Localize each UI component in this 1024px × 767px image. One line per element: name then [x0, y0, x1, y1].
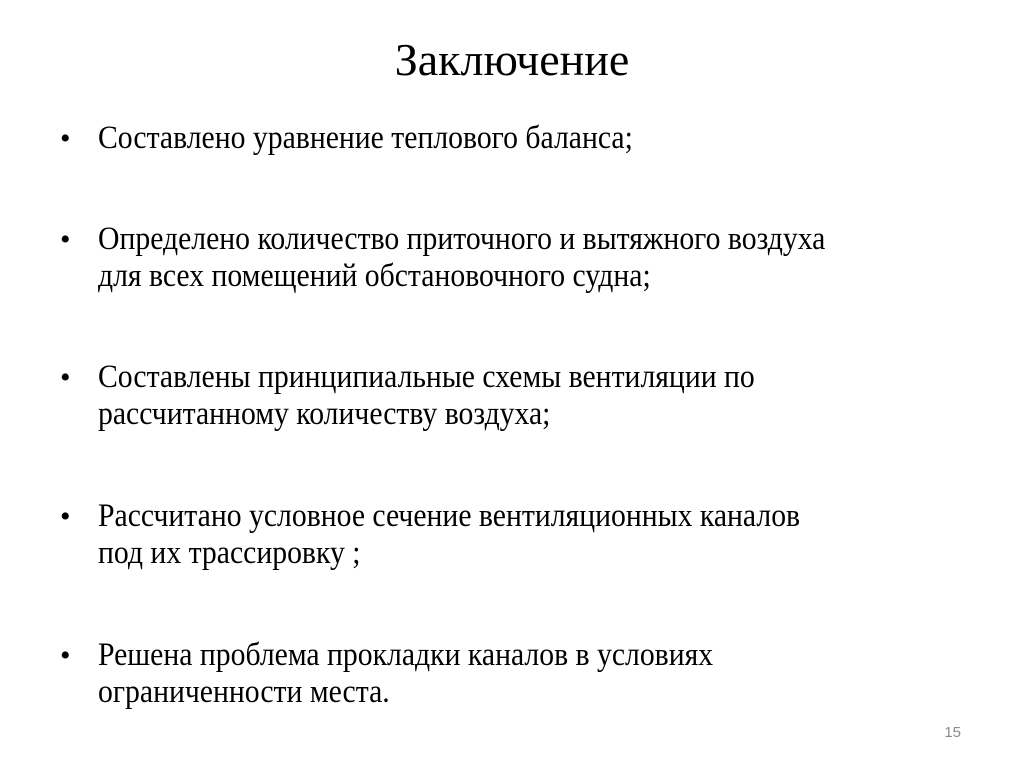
page-number: 15: [944, 724, 961, 741]
bullet-text: Определено количество приточного и вытяжного воздуха: [98, 221, 826, 257]
bullet-icon: •: [60, 639, 71, 672]
bullet-text: ограниченности места.: [98, 674, 390, 710]
bullet-text: Рассчитано условное сечение вентиляционных каналов: [98, 498, 801, 534]
slide-title: Заключение: [394, 34, 630, 85]
bullet-text: под их трассировку ;: [98, 535, 361, 571]
bullet-text: Составлено уравнение теплового баланса;: [98, 120, 633, 156]
bullet-icon: •: [60, 122, 71, 155]
bullet-text: для всех помещений обстановочного судна;: [98, 258, 651, 294]
bullet-icon: •: [60, 361, 71, 394]
bullet-icon: •: [60, 223, 71, 256]
bullet-text: Решена проблема прокладки каналов в условиях: [98, 637, 714, 673]
bullet-icon: •: [60, 500, 71, 533]
bullet-text: рассчитанному количеству воздуха;: [98, 396, 551, 432]
bullet-text: Составлены принципиальные схемы вентиляции по: [98, 359, 755, 395]
